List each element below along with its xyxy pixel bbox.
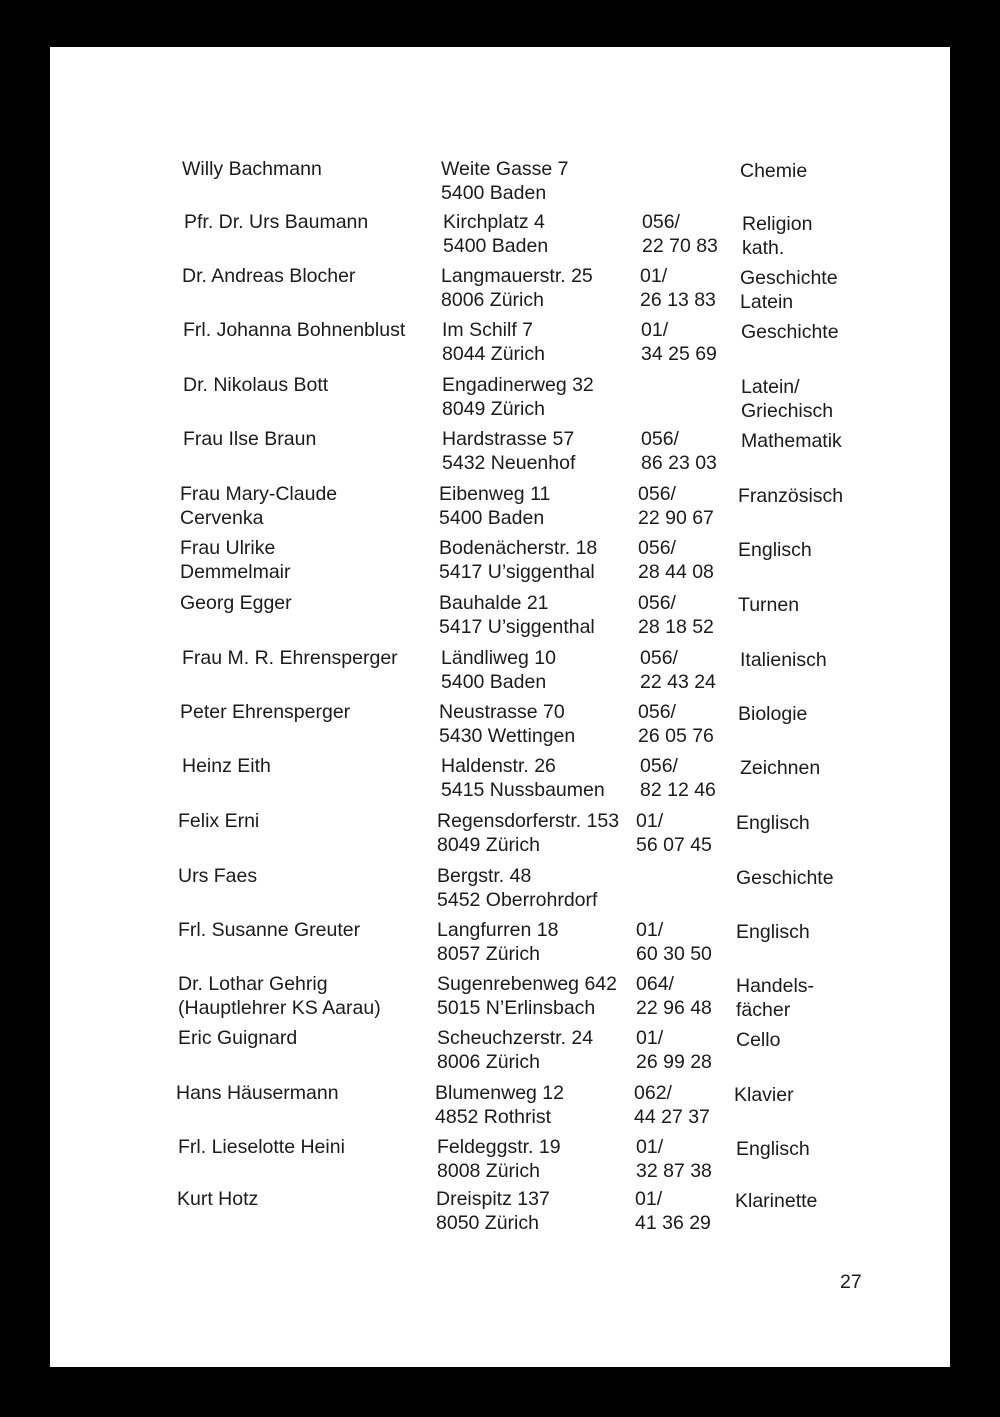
address-line-1: Im Schilf 7 [442,319,534,341]
address-line-2: 5430 Wettingen [439,725,576,747]
address-line-2: 5432 Neuenhof [442,452,576,474]
directory-entry [48,482,948,538]
directory-entry [46,1135,946,1191]
address-line-2: 5415 Nussbaumen [441,779,605,801]
directory-entry [51,318,951,374]
phone-cell [636,972,712,1020]
address-line-2: 8049 Zürich [442,398,545,420]
phone-cell [636,918,712,966]
subject-line-1: Cello [736,1029,781,1051]
name-cell [183,318,405,342]
name-line-1: Georg Egger [180,592,292,614]
address-cell [439,591,595,639]
name-line-1: Heinz Eith [182,755,271,777]
address-line-1: Haldenstr. 26 [441,755,556,777]
phone-cell [636,809,712,857]
address-line-1: Feldeggstr. 19 [437,1136,561,1158]
subject-cell [740,756,820,780]
subject-line-1: Englisch [736,921,810,943]
address-line-1: Eibenweg 11 [439,483,551,505]
address-cell [439,482,550,530]
phone-cell [638,536,714,584]
directory-entry [48,700,948,756]
phone-line-2: 26 05 76 [638,725,714,747]
directory-entry [46,809,946,865]
page-number: 27 [840,1271,862,1293]
address-line-1: Sugenrebenweg 642 [437,973,617,995]
directory-entry [52,210,952,266]
subject-cell [736,866,834,890]
subject-line-1: Biologie [738,703,808,725]
subject-cell [742,212,812,260]
address-cell [437,809,619,857]
address-cell [442,318,545,366]
phone-cell [636,1026,712,1074]
subject-cell [738,593,799,617]
subject-line-2: kath. [742,237,785,259]
address-line-2: 5400 Baden [439,507,545,529]
directory-entry [45,1187,945,1243]
name-line-1: Willy Bachmann [182,158,322,180]
name-cell [184,210,368,234]
phone-line-2: 28 18 52 [638,616,714,638]
name-line-1: Eric Guignard [178,1027,298,1049]
phone-line-1: 062/ [634,1082,672,1104]
subject-line-1: Religion [742,213,813,235]
subject-cell [740,266,838,314]
phone-line-1: 01/ [636,810,664,832]
document-page [50,47,950,1367]
phone-cell [641,318,717,366]
phone-line-2: 28 44 08 [638,561,714,583]
directory-entry [48,591,948,647]
subject-line-2: Griechisch [741,400,834,422]
address-line-2: 8008 Zürich [437,1160,540,1182]
address-cell [437,918,558,966]
phone-cell [638,591,714,639]
directory-entry [46,918,946,974]
phone-line-2: 26 99 28 [636,1051,712,1073]
subject-line-1: Englisch [736,812,810,834]
phone-line-1: 056/ [638,483,676,505]
phone-line-1: 01/ [636,919,664,941]
phone-line-1: 056/ [638,537,676,559]
subject-cell [740,648,827,672]
name-line-1: Hans Häusermann [176,1082,339,1104]
address-line-2: 8050 Zürich [436,1212,539,1234]
address-line-1: Langmauerstr. 25 [441,265,593,287]
name-line-1: Dr. Andreas Blocher [182,265,356,287]
name-cell [183,373,328,397]
address-cell [443,210,548,258]
subject-cell [736,974,814,1022]
address-line-2: 8044 Zürich [442,343,545,365]
name-line-1: Frau M. R. Ehrensperger [182,647,398,669]
phone-line-1: 056/ [642,211,680,233]
phone-cell [638,700,714,748]
phone-line-1: 056/ [638,592,676,614]
phone-line-2: 34 25 69 [641,343,717,365]
subject-line-2: Latein [740,291,794,313]
phone-cell [634,1081,710,1129]
phone-line-1: 056/ [640,755,678,777]
address-cell [439,536,597,584]
subject-line-2: fächer [736,999,791,1021]
subject-line-1: Geschichte [740,267,838,289]
directory-entry [46,864,946,920]
phone-line-1: 01/ [640,265,668,287]
name-line-1: Frl. Johanna Bohnenblust [183,319,406,341]
subject-line-1: Klarinette [735,1190,818,1212]
address-cell [442,373,594,421]
address-cell [441,754,605,802]
subject-cell [741,429,842,453]
subject-line-1: Klavier [734,1084,794,1106]
name-line-1: Kurt Hotz [177,1188,259,1210]
address-line-1: Bodenächerstr. 18 [439,537,598,559]
name-line-1: Dr. Lothar Gehrig [178,973,328,995]
phone-line-1: 056/ [641,428,679,450]
address-line-1: Neustrasse 70 [439,701,565,723]
address-line-2: 5400 Baden [441,671,547,693]
address-line-2: 5015 N’Erlinsbach [437,997,596,1019]
address-line-1: Dreispitz 137 [436,1188,550,1210]
phone-line-2: 22 43 24 [640,671,716,693]
phone-line-2: 44 27 37 [634,1106,710,1128]
phone-line-1: 01/ [641,319,669,341]
subject-line-1: Geschichte [736,867,834,889]
address-cell [442,427,575,475]
address-line-2: 4852 Rothrist [435,1106,551,1128]
name-cell [180,482,337,530]
address-line-1: Hardstrasse 57 [442,428,575,450]
subject-line-1: Handels- [736,975,815,997]
subject-line-1: Englisch [736,1138,810,1160]
subject-cell [741,375,833,423]
phone-cell [635,1187,711,1235]
name-line-1: Frau Mary-Claude [180,483,338,505]
phone-line-1: 056/ [638,701,676,723]
address-line-2: 8006 Zürich [441,289,544,311]
phone-cell [636,1135,712,1183]
phone-cell [641,427,717,475]
phone-cell [642,210,718,258]
name-cell [178,1135,345,1159]
subject-line-1: Latein/ [741,376,800,398]
name-cell [178,1026,297,1050]
subject-cell [736,1028,780,1052]
directory-entry [51,427,951,483]
phone-cell [640,264,716,312]
phone-cell [640,646,716,694]
name-cell [183,427,316,451]
name-line-1: Urs Faes [178,865,258,887]
subject-line-1: Turnen [738,594,800,616]
address-line-2: 5417 U’siggenthal [439,561,595,583]
name-cell [177,1187,258,1211]
address-line-1: Weite Gasse 7 [441,158,569,180]
name-cell [176,1081,339,1105]
phone-line-2: 41 36 29 [635,1212,711,1234]
name-cell [180,591,292,615]
directory-entry [46,972,946,1028]
subject-line-1: Mathematik [741,430,842,452]
subject-cell [736,811,810,835]
address-cell [437,1026,593,1074]
phone-line-1: 01/ [636,1136,664,1158]
subject-line-1: Chemie [740,160,808,182]
name-cell [180,700,350,724]
directory-entry [50,754,950,810]
address-cell [441,264,593,312]
name-cell [182,754,271,778]
address-line-1: Engadinerweg 32 [442,374,594,396]
address-line-1: Regensdorferstr. 153 [437,810,620,832]
address-line-1: Scheuchzerstr. 24 [437,1027,594,1049]
name-line-1: Pfr. Dr. Urs Baumann [184,211,369,233]
name-line-1: Frl. Lieselotte Heini [178,1136,345,1158]
name-cell [178,972,381,1020]
subject-cell [738,702,807,726]
name-cell [180,536,291,584]
name-line-2: Demmelmair [180,561,291,583]
subject-cell [738,484,843,508]
address-cell [437,864,597,912]
name-line-2: Cervenka [180,507,264,529]
phone-line-2: 22 70 83 [642,235,718,257]
address-line-2: 8006 Zürich [437,1051,540,1073]
address-line-1: Kirchplatz 4 [443,211,545,233]
subject-line-1: Französisch [738,485,844,507]
address-cell [441,157,569,205]
name-line-1: Dr. Nikolaus Bott [183,374,329,396]
subject-line-1: Geschichte [741,321,839,343]
subject-line-1: Zeichnen [740,757,821,779]
directory-entry [46,1026,946,1082]
directory-entry [50,264,950,320]
phone-cell [640,754,716,802]
address-cell [441,646,556,694]
name-line-1: Frau Ulrike [180,537,276,559]
phone-line-1: 064/ [636,973,674,995]
address-cell [435,1081,564,1129]
address-line-2: 5452 Oberrohrdorf [437,889,598,911]
name-cell [178,864,257,888]
directory-entry [50,157,950,213]
address-line-2: 5417 U’siggenthal [439,616,595,638]
address-line-2: 5400 Baden [441,182,547,204]
name-line-1: Frau Ilse Braun [183,428,317,450]
phone-line-1: 01/ [636,1027,664,1049]
address-line-1: Blumenweg 12 [435,1082,564,1104]
subject-cell [741,320,839,344]
subject-cell [735,1189,817,1213]
address-cell [439,700,575,748]
subject-cell [736,920,810,944]
phone-cell [638,482,714,530]
subject-cell [734,1083,794,1107]
address-line-2: 5400 Baden [443,235,549,257]
subject-cell [736,1137,810,1161]
address-line-2: 8057 Zürich [437,943,540,965]
address-line-1: Langfurren 18 [437,919,559,941]
phone-line-2: 26 13 83 [640,289,716,311]
name-line-1: Peter Ehrensperger [180,701,351,723]
subject-cell [740,159,807,183]
name-cell [182,264,355,288]
address-cell [437,972,617,1020]
name-cell [178,918,360,942]
subject-line-1: Englisch [738,539,812,561]
name-cell [182,157,322,181]
directory-entry [51,373,951,429]
directory-entry [48,536,948,592]
address-cell [436,1187,550,1235]
phone-line-2: 82 12 46 [640,779,716,801]
phone-line-1: 056/ [640,647,678,669]
name-line-1: Frl. Susanne Greuter [178,919,361,941]
directory-entry [50,646,950,702]
phone-line-2: 22 96 48 [636,997,712,1019]
phone-line-2: 86 23 03 [641,452,717,474]
address-line-1: Ländliweg 10 [441,647,556,669]
directory-entry [44,1081,944,1137]
subject-cell [738,538,812,562]
phone-line-2: 32 87 38 [636,1160,712,1182]
phone-line-2: 22 90 67 [638,507,714,529]
name-cell [182,646,398,670]
address-line-1: Bauhalde 21 [439,592,549,614]
phone-line-2: 60 30 50 [636,943,712,965]
address-cell [437,1135,561,1183]
phone-line-2: 56 07 45 [636,834,712,856]
address-line-1: Bergstr. 48 [437,865,532,887]
name-cell [178,809,259,833]
name-line-2: (Hauptlehrer KS Aarau) [178,997,381,1019]
phone-line-1: 01/ [635,1188,663,1210]
subject-line-1: Italienisch [740,649,827,671]
address-line-2: 8049 Zürich [437,834,540,856]
name-line-1: Felix Erni [178,810,260,832]
